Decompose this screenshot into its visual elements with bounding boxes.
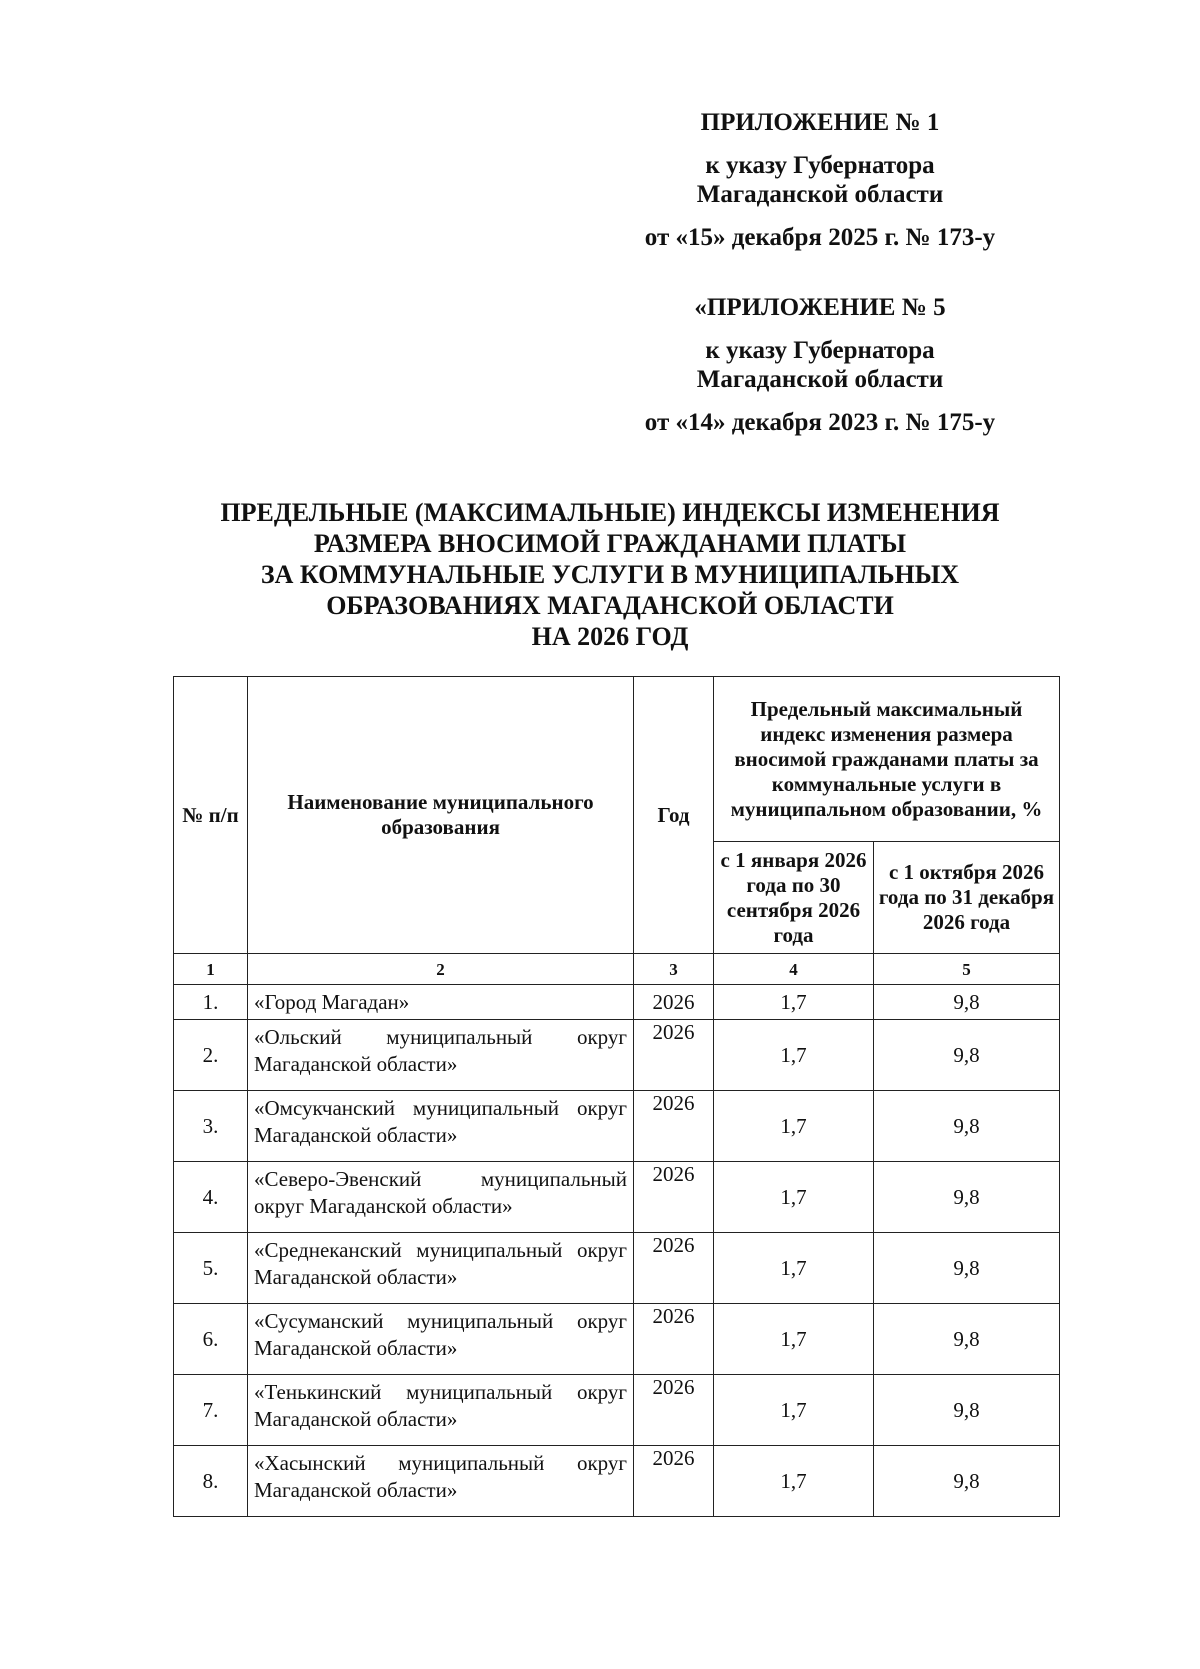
row-num: 5. <box>174 1233 248 1304</box>
appendix-5-subtitle-line: к указу Губернатора <box>705 337 935 364</box>
row-index-period-2: 9,8 <box>874 1375 1060 1446</box>
row-num: 3. <box>174 1091 248 1162</box>
row-index-period-2: 9,8 <box>874 1233 1060 1304</box>
row-name: «Среднеканский муниципальный округ Магаданской области» <box>248 1233 634 1304</box>
row-year: 2026 <box>634 1162 714 1233</box>
column-number: 1 <box>174 954 248 985</box>
row-year: 2026 <box>634 1233 714 1304</box>
appendix-5-title: «ПРИЛОЖЕНИЕ № 5 <box>694 294 946 321</box>
row-index-period-2: 9,8 <box>874 985 1060 1020</box>
column-number: 3 <box>634 954 714 985</box>
row-name: «Тенькинский муниципальный округ Магаданской области» <box>248 1375 634 1446</box>
header-period-1: с 1 января 2026 года по 30 сентября 2026 года <box>714 842 874 954</box>
appendix-5-header <box>600 293 1040 437</box>
appendix-1-subtitle-line: Магаданской области <box>696 181 944 208</box>
row-index-period-1: 1,7 <box>714 1162 874 1233</box>
title-line: НА 2026 ГОД <box>531 622 689 651</box>
row-year: 2026 <box>634 1375 714 1446</box>
appendix-1-title: ПРИЛОЖЕНИЕ № 1 <box>700 109 940 136</box>
row-index-period-2: 9,8 <box>874 1091 1060 1162</box>
appendix-5-subtitle <box>600 336 1040 394</box>
header-year: Год <box>634 677 714 954</box>
title-line: ПРЕДЕЛЬНЫЕ (МАКСИМАЛЬНЫЕ) ИНДЕКСЫ ИЗМЕНЕНИЯ <box>220 498 1000 527</box>
row-index-period-1: 1,7 <box>714 985 874 1020</box>
header-num: № п/п <box>174 677 248 954</box>
column-number: 4 <box>714 954 874 985</box>
row-name: «Хасынский муниципальный округ Магаданской области» <box>248 1446 634 1517</box>
header-period-2: с 1 октября 2026 года по 31 декабря 2026 года <box>874 842 1060 954</box>
row-num: 1. <box>174 985 248 1020</box>
row-name: «Омсукчанский муниципальный округ Магаданской области» <box>248 1091 634 1162</box>
title-line: РАЗМЕРА ВНОСИМОЙ ГРАЖДАНАМИ ПЛАТЫ <box>313 529 907 558</box>
title-line: ОБРАЗОВАНИЯХ МАГАДАНСКОЙ ОБЛАСТИ <box>326 591 894 620</box>
index-table <box>173 676 1060 1517</box>
table-row <box>174 1162 1060 1233</box>
table-row <box>174 1446 1060 1517</box>
table-row <box>174 1233 1060 1304</box>
row-year: 2026 <box>634 1091 714 1162</box>
row-index-period-1: 1,7 <box>714 1446 874 1517</box>
appendix-5-date: от «14» декабря 2023 г. № 175-у <box>644 409 996 436</box>
row-index-period-1: 1,7 <box>714 1091 874 1162</box>
row-num: 8. <box>174 1446 248 1517</box>
appendix-1-subtitle-line: к указу Губернатора <box>705 152 935 179</box>
row-num: 6. <box>174 1304 248 1375</box>
row-year: 2026 <box>634 1020 714 1091</box>
appendix-1-subtitle <box>600 151 1040 209</box>
column-number: 5 <box>874 954 1060 985</box>
row-name: «Ольский муниципальный округ Магаданской области» <box>248 1020 634 1091</box>
row-num: 7. <box>174 1375 248 1446</box>
table-row <box>174 985 1060 1020</box>
title-line: ЗА КОММУНАЛЬНЫЕ УСЛУГИ В МУНИЦИПАЛЬНЫХ <box>260 560 960 589</box>
table-row <box>174 1020 1060 1091</box>
row-index-period-2: 9,8 <box>874 1304 1060 1375</box>
row-index-period-1: 1,7 <box>714 1020 874 1091</box>
table-row <box>174 1091 1060 1162</box>
appendix-1-header <box>600 108 1040 252</box>
table-row <box>174 1304 1060 1375</box>
row-name: «Северо-Эвенский муниципальный округ Магаданской области» <box>248 1162 634 1233</box>
column-number: 2 <box>248 954 634 985</box>
row-name: «Город Магадан» <box>248 985 634 1020</box>
header-name: Наименование муниципального образования <box>248 677 634 954</box>
appendix-5-subtitle-line: Магаданской области <box>696 366 944 393</box>
row-num: 2. <box>174 1020 248 1091</box>
row-index-period-2: 9,8 <box>874 1020 1060 1091</box>
header-index: Предельный максимальный индекс изменения размера вносимой гражданами платы за коммунальные услуги в муниципальном образовании, % <box>714 677 1060 842</box>
row-year: 2026 <box>634 985 714 1020</box>
row-index-period-2: 9,8 <box>874 1446 1060 1517</box>
row-name: «Сусуманский муниципальный округ Магаданской области» <box>248 1304 634 1375</box>
row-year: 2026 <box>634 1446 714 1517</box>
row-year: 2026 <box>634 1304 714 1375</box>
row-index-period-1: 1,7 <box>714 1233 874 1304</box>
row-index-period-1: 1,7 <box>714 1304 874 1375</box>
table-row <box>174 1375 1060 1446</box>
row-index-period-2: 9,8 <box>874 1162 1060 1233</box>
row-num: 4. <box>174 1162 248 1233</box>
row-index-period-1: 1,7 <box>714 1375 874 1446</box>
document-title <box>120 497 1100 652</box>
appendix-1-date: от «15» декабря 2025 г. № 173-у <box>644 224 996 251</box>
